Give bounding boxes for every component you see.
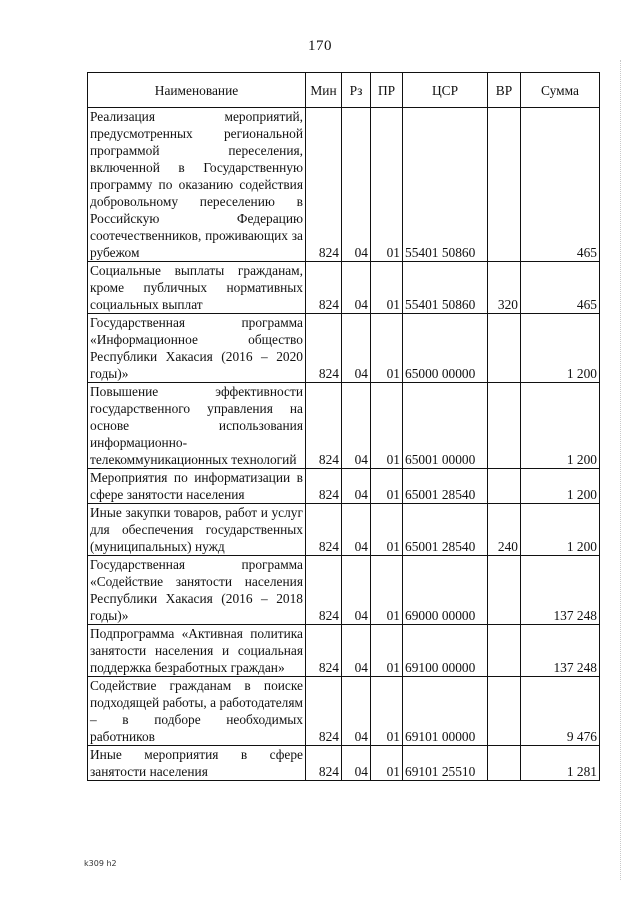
row-sum: 1 281 bbox=[521, 746, 600, 781]
row-name: Государственная программа «Содействие занятости населения Республики Хакасия (2016 – 2018 годы)» bbox=[88, 556, 306, 625]
row-min: 824 bbox=[306, 746, 342, 781]
table-row bbox=[88, 314, 600, 383]
row-vr bbox=[488, 314, 521, 383]
row-csr: 55401 50860 bbox=[403, 108, 488, 262]
row-pr: 01 bbox=[371, 625, 403, 677]
row-rz: 04 bbox=[342, 746, 371, 781]
footer-code: k309 h2 bbox=[84, 859, 117, 868]
row-csr: 65001 28540 bbox=[403, 504, 488, 556]
row-sum: 465 bbox=[521, 262, 600, 314]
row-sum: 1 200 bbox=[521, 469, 600, 504]
table-row bbox=[88, 625, 600, 677]
row-name: Социальные выплаты гражданам, кроме публичных нормативных социальных выплат bbox=[88, 262, 306, 314]
row-vr bbox=[488, 383, 521, 469]
row-csr: 69000 00000 bbox=[403, 556, 488, 625]
row-name: Реализация мероприятий, предусмотренных региональной программой переселения, включенной в Государственную программу по оказанию содействия добровольному переселению в Российскую Федерацию соотечественников, проживающих за рубежом bbox=[88, 108, 306, 262]
header-name: Наименование bbox=[88, 73, 306, 108]
budget-table bbox=[87, 72, 600, 781]
row-sum: 9 476 bbox=[521, 677, 600, 746]
row-vr: 320 bbox=[488, 262, 521, 314]
row-min: 824 bbox=[306, 383, 342, 469]
row-sum: 1 200 bbox=[521, 504, 600, 556]
row-pr: 01 bbox=[371, 383, 403, 469]
row-vr bbox=[488, 556, 521, 625]
row-pr: 01 bbox=[371, 504, 403, 556]
row-vr bbox=[488, 625, 521, 677]
row-csr: 65001 00000 bbox=[403, 383, 488, 469]
row-rz: 04 bbox=[342, 383, 371, 469]
row-csr: 69100 00000 bbox=[403, 625, 488, 677]
table-body bbox=[88, 108, 600, 781]
row-vr bbox=[488, 469, 521, 504]
row-min: 824 bbox=[306, 556, 342, 625]
table-row bbox=[88, 677, 600, 746]
row-pr: 01 bbox=[371, 262, 403, 314]
row-rz: 04 bbox=[342, 556, 371, 625]
row-name: Иные мероприятия в сфере занятости населения bbox=[88, 746, 306, 781]
row-rz: 04 bbox=[342, 314, 371, 383]
row-min: 824 bbox=[306, 108, 342, 262]
row-vr bbox=[488, 746, 521, 781]
table-row bbox=[88, 469, 600, 504]
row-vr: 240 bbox=[488, 504, 521, 556]
row-min: 824 bbox=[306, 625, 342, 677]
row-vr bbox=[488, 677, 521, 746]
row-sum: 137 248 bbox=[521, 556, 600, 625]
row-sum: 1 200 bbox=[521, 383, 600, 469]
row-csr: 65000 00000 bbox=[403, 314, 488, 383]
table-row bbox=[88, 746, 600, 781]
row-min: 824 bbox=[306, 504, 342, 556]
row-pr: 01 bbox=[371, 556, 403, 625]
row-pr: 01 bbox=[371, 469, 403, 504]
row-rz: 04 bbox=[342, 677, 371, 746]
page-number: 170 bbox=[308, 38, 332, 54]
header-rz: Рз bbox=[342, 73, 371, 108]
header-min: Мин bbox=[306, 73, 342, 108]
row-name: Иные закупки товаров, работ и услуг для обеспечения государственных (муниципальных) нужд bbox=[88, 504, 306, 556]
table-row bbox=[88, 383, 600, 469]
row-pr: 01 bbox=[371, 108, 403, 262]
header-sum: Сумма bbox=[521, 73, 600, 108]
row-name: Мероприятия по информатизации в сфере занятости населения bbox=[88, 469, 306, 504]
row-csr: 65001 28540 bbox=[403, 469, 488, 504]
row-csr: 55401 50860 bbox=[403, 262, 488, 314]
row-pr: 01 bbox=[371, 677, 403, 746]
header-vr: ВР bbox=[488, 73, 521, 108]
row-pr: 01 bbox=[371, 314, 403, 383]
row-rz: 04 bbox=[342, 262, 371, 314]
row-name: Государственная программа «Информационное общество Республики Хакасия (2016 – 2020 годы)» bbox=[88, 314, 306, 383]
row-min: 824 bbox=[306, 469, 342, 504]
row-csr: 69101 00000 bbox=[403, 677, 488, 746]
row-vr bbox=[488, 108, 521, 262]
header-pr: ПР bbox=[371, 73, 403, 108]
row-rz: 04 bbox=[342, 504, 371, 556]
table-row bbox=[88, 108, 600, 262]
row-pr: 01 bbox=[371, 746, 403, 781]
header-csr: ЦСР bbox=[403, 73, 488, 108]
row-name: Содействие гражданам в поиске подходящей работы, а работодателям – в подборе необходимых работников bbox=[88, 677, 306, 746]
row-rz: 04 bbox=[342, 469, 371, 504]
row-rz: 04 bbox=[342, 108, 371, 262]
row-rz: 04 bbox=[342, 625, 371, 677]
row-min: 824 bbox=[306, 314, 342, 383]
table-header-row bbox=[88, 73, 600, 108]
row-min: 824 bbox=[306, 677, 342, 746]
row-name: Повышение эффективности государственного управления на основе использования информационно-телекоммуникационных технологий bbox=[88, 383, 306, 469]
row-csr: 69101 25510 bbox=[403, 746, 488, 781]
table-row bbox=[88, 504, 600, 556]
row-sum: 465 bbox=[521, 108, 600, 262]
margin-dotted-line bbox=[620, 60, 621, 880]
row-min: 824 bbox=[306, 262, 342, 314]
row-name: Подпрограмма «Активная политика занятости населения и социальная поддержка безработных граждан» bbox=[88, 625, 306, 677]
row-sum: 137 248 bbox=[521, 625, 600, 677]
table-row bbox=[88, 262, 600, 314]
row-sum: 1 200 bbox=[521, 314, 600, 383]
table-row bbox=[88, 556, 600, 625]
